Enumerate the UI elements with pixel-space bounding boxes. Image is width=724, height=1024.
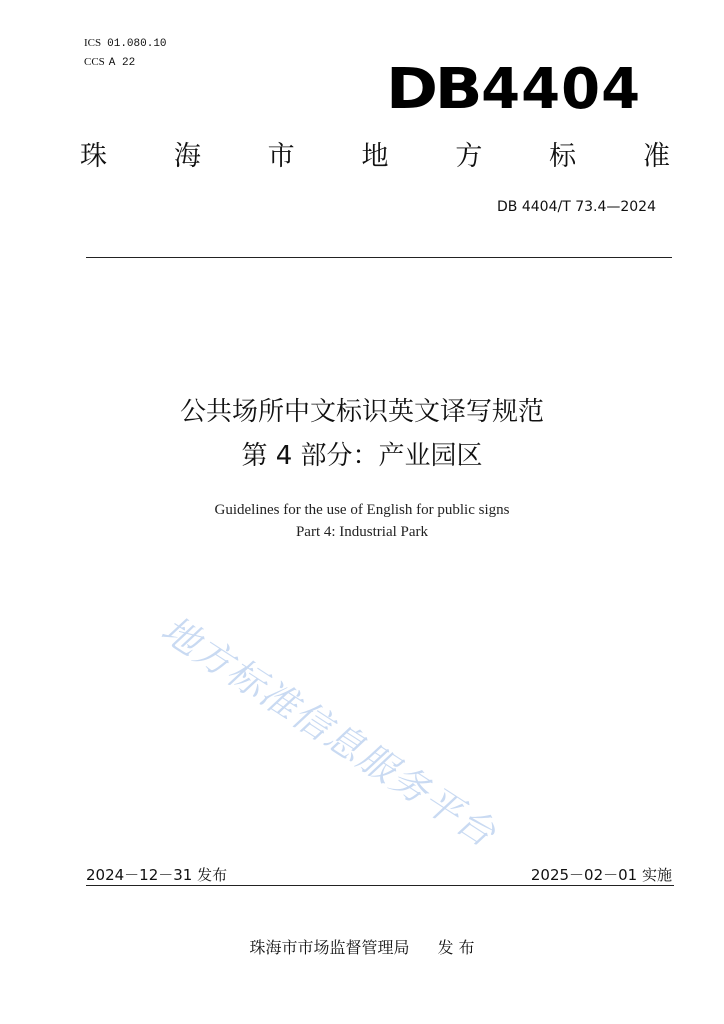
heading-char: 海	[173, 141, 201, 172]
bottom-divider	[86, 885, 674, 886]
top-divider	[86, 257, 672, 258]
publisher-name: 珠海市市场监督管理局	[249, 938, 410, 957]
watermark: 地方标准信息服务平台	[153, 607, 505, 857]
title-en-line2: Part 4: Industrial Park	[295, 524, 429, 540]
db-standard-logo	[386, 58, 641, 122]
local-standard-heading	[80, 140, 670, 174]
ics-code: 01.080.10	[107, 38, 167, 50]
title-cn-line1: 公共场所中文标识英文译写规范	[179, 397, 544, 427]
title-cn-line2: 第 4 部分：产业园区	[241, 441, 483, 471]
ics-classification	[84, 36, 167, 51]
standard-number: DB 4404/T 73.4—2024	[497, 199, 656, 215]
publisher-line	[0, 935, 724, 958]
logo-number: 4404	[481, 57, 642, 122]
heading-char: 地	[361, 141, 389, 172]
ccs-code: A 22	[108, 57, 136, 69]
heading-char: 珠	[80, 141, 107, 172]
heading-char: 市	[267, 141, 295, 172]
ccs-label: CCS	[84, 56, 105, 68]
heading-char: 准	[642, 141, 670, 172]
title-en-line1: Guidelines for the use of English for public signs	[214, 502, 510, 518]
publisher-action: 发 布	[437, 938, 475, 957]
implementation-date: 2025－02－01 实施	[530, 866, 672, 884]
ics-label: ICS	[84, 37, 102, 49]
heading-char: 方	[455, 141, 483, 172]
heading-char: 标	[549, 141, 577, 172]
ccs-classification	[84, 55, 135, 70]
issue-date: 2024－12－31 发布	[86, 866, 228, 884]
logo-prefix: DB	[386, 57, 480, 122]
